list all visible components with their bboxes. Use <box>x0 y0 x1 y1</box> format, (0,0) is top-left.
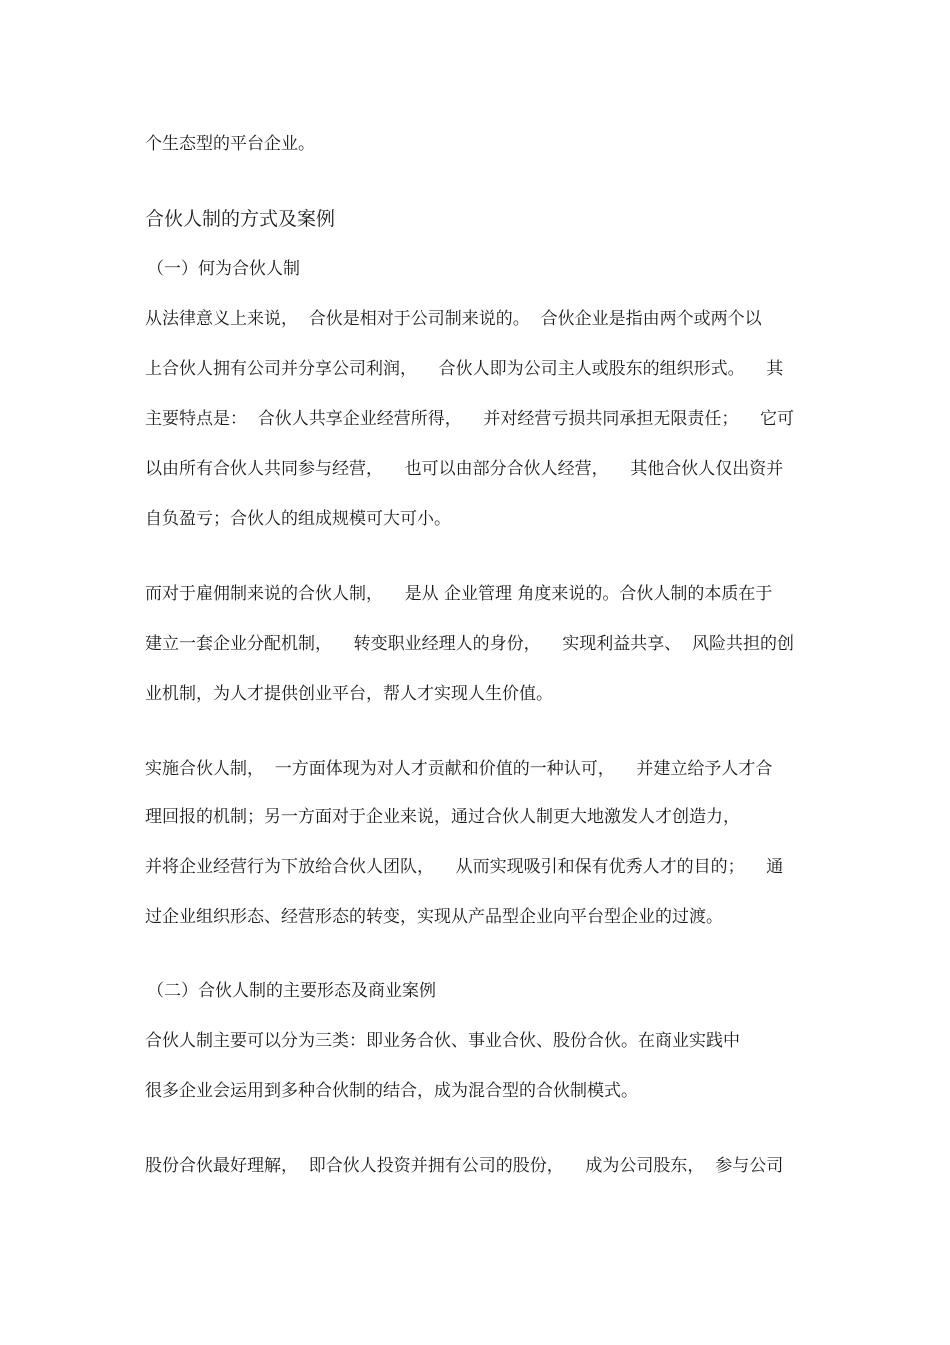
body-text-line: 股份合伙最好理解， 即合伙人投资并拥有公司的股份， 成为公司股东， 参与公司 <box>145 1156 784 1176</box>
body-text-line: 业机制，为人才提供创业平台，帮人才实现人生价值。 <box>145 684 553 704</box>
body-text-line: 实施合伙人制， 一方面体现为对人才贡献和价值的一种认可， 并建立给予人才合 <box>145 759 773 779</box>
body-text-line: 而对于雇佣制来说的合伙人制， 是从 企业管理 角度来说的。合伙人制的本质在于 <box>145 584 773 604</box>
section-heading: 合伙人制的方式及案例 <box>145 208 336 230</box>
body-text-line: 从法律意义上来说， 合伙是相对于公司制来说的。 合伙企业是指由两个或两个以 <box>145 309 762 329</box>
body-text-line: 过企业组织形态、经营形态的转变，实现从产品型企业向平台型企业的过渡。 <box>145 907 723 927</box>
body-text-line: 以由所有合伙人共同参与经营， 也可以由部分合伙人经营， 其他合伙人仅出资并 <box>145 459 784 479</box>
body-text-line: 自负盈亏；合伙人的组成规模可大可小。 <box>145 509 451 529</box>
body-text-line: 并将企业经营行为下放给合伙人团队， 从而实现吸引和保有优秀人才的目的； 通 <box>145 857 784 877</box>
body-text-line: 合伙人制主要可以分为三类：即业务合伙、事业合伙、股份合伙。在商业实践中 <box>145 1031 740 1051</box>
body-text-line: 建立一套企业分配机制， 转变职业经理人的身份， 实现利益共享、 风险共担的创 <box>145 634 795 654</box>
subsection-heading: （一）何为合伙人制 <box>147 259 300 279</box>
subsection-heading: （二）合伙人制的主要形态及商业案例 <box>147 981 436 1001</box>
body-text-line: 很多企业会运用到多种合伙制的结合，成为混合型的合伙制模式。 <box>145 1081 638 1101</box>
body-text-line: 主要特点是： 合伙人共享企业经营所得， 并对经营亏损共同承担无限责任； 它可 <box>145 409 795 429</box>
body-text-line: 理回报的机制；另一方面对于企业来说，通过合伙人制更大地激发人才创造力， <box>145 807 740 827</box>
body-text-line: 个生态型的平台企业。 <box>145 134 315 154</box>
body-text-line: 上合伙人拥有公司并分享公司利润， 合伙人即为公司主人或股东的组织形式。 其 <box>145 359 784 379</box>
